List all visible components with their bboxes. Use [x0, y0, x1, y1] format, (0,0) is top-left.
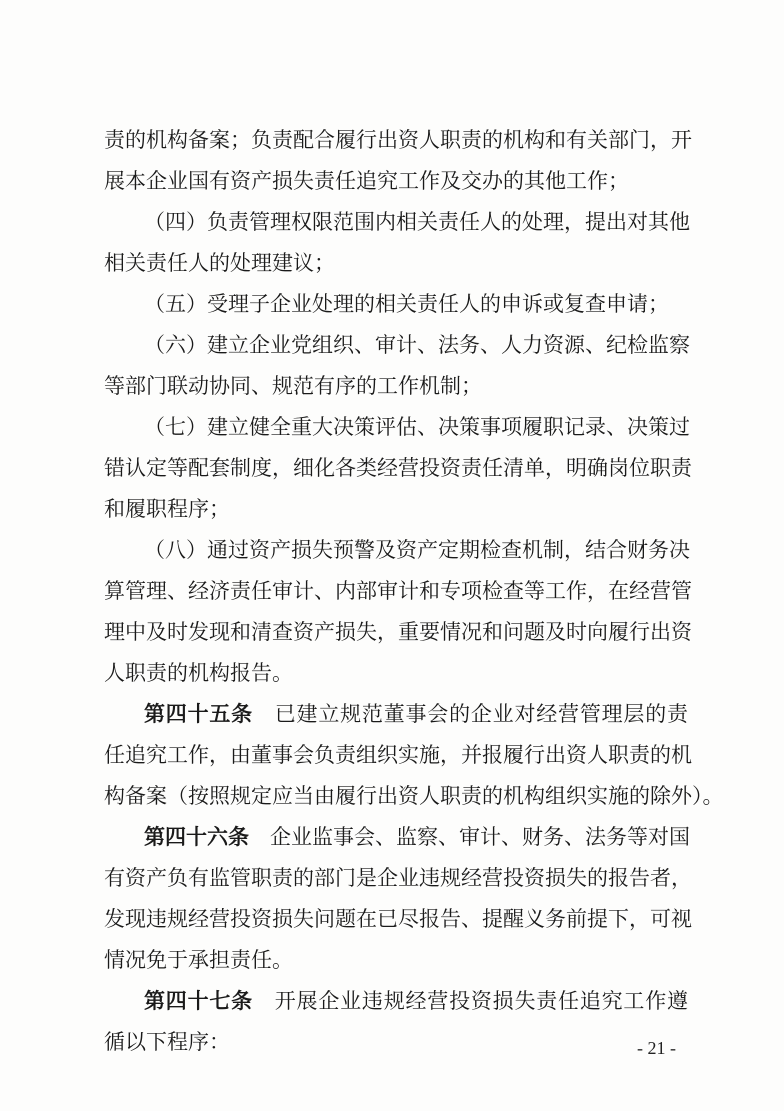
text-line: 等部门联动协同、规范有序的工作机制；: [104, 374, 482, 398]
article-text: 开展企业违规经营投资损失责任追究工作遵: [274, 989, 689, 1013]
text-line: 构备案（按照规定应当由履行出资人职责的机构组织实施的除外）。: [104, 784, 724, 808]
article-text: 已建立规范董事会的企业对经营管理层的责: [274, 702, 689, 726]
text-line: 发现违规经营投资损失问题在已尽报告、提醒义务前提下，可视: [104, 907, 692, 931]
article-heading: 第四十五条: [144, 702, 253, 726]
text-line: 有资产负有监管职责的部门是企业违规经营投资损失的报告者，: [104, 866, 692, 890]
article-heading: 第四十七条: [144, 989, 253, 1013]
article-first-line: [104, 694, 688, 735]
text-line: 相关责任人的处理建议；: [104, 251, 335, 275]
text-line: 情况免于承担责任。: [104, 948, 293, 972]
text-line: （六）建立企业党组织、审计、法务、人力资源、纪检监察: [144, 333, 690, 357]
text-line: 展本企业国有资产损失责任追究工作及交办的其他工作；: [104, 169, 629, 193]
article-first-line: [104, 817, 688, 858]
text-line: 任追究工作，由董事会负责组织实施，并报履行出资人职责的机: [104, 743, 692, 767]
text-line: （八）通过资产损失预警及资产定期检查机制，结合财务决: [144, 538, 690, 562]
text-line: 理中及时发现和清查资产损失，重要情况和问题及时向履行出资: [104, 620, 692, 644]
text-line: 和履职程序；: [104, 497, 230, 521]
page-number: - 21 -: [637, 1038, 676, 1058]
article-text: 企业监事会、监察、审计、财务、法务等对国: [270, 825, 690, 849]
text-line: 责的机构备案；负责配合履行出资人职责的机构和有关部门，开: [104, 128, 692, 152]
text-line: 循以下程序：: [104, 1030, 230, 1054]
text-line: （五）受理子企业处理的相关责任人的申诉或复查申请；: [144, 292, 669, 316]
text-line: （七）建立健全重大决策评估、决策事项履职记录、决策过: [144, 415, 690, 439]
text-line: （四）负责管理权限范围内相关责任人的处理，提出对其他: [144, 210, 690, 234]
article-heading: 第四十六条: [144, 825, 249, 849]
document-body: [104, 120, 724, 1063]
text-line: 算管理、经济责任审计、内部审计和专项检查等工作，在经营管: [104, 579, 692, 603]
text-line: 错认定等配套制度，细化各类经营投资责任清单，明确岗位职责: [104, 456, 692, 480]
article-first-line: [104, 981, 688, 1022]
text-line: 人职责的机构报告。: [104, 661, 293, 685]
